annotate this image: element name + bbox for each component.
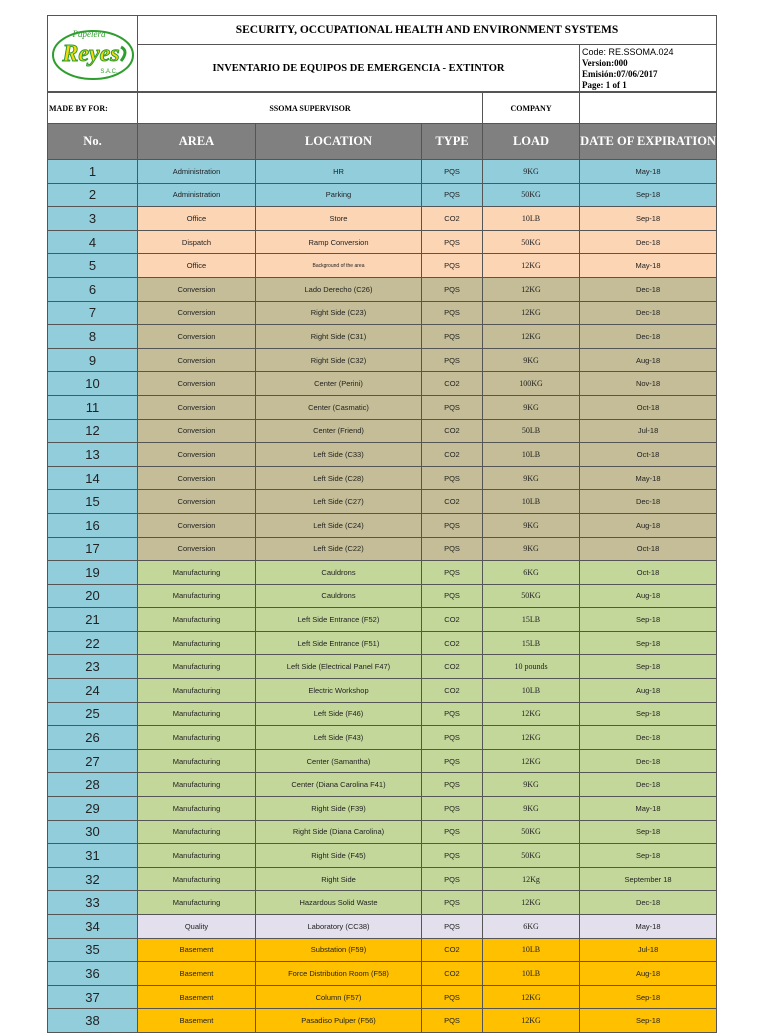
table-row <box>48 443 717 467</box>
cell-date: Dec-18 <box>580 490 717 514</box>
cell-no: 21 <box>48 608 138 632</box>
cell-area: Conversion <box>138 325 256 349</box>
cell-date: Aug-18 <box>580 513 717 537</box>
cell-no: 3 <box>48 207 138 231</box>
table-row <box>48 561 717 585</box>
cell-no: 10 <box>48 372 138 396</box>
cell-type: PQS <box>422 702 483 726</box>
cell-no: 6 <box>48 277 138 301</box>
table-row <box>48 277 717 301</box>
cell-area: Conversion <box>138 466 256 490</box>
cell-area: Manufacturing <box>138 679 256 703</box>
cell-load: 50KG <box>483 820 580 844</box>
cell-type: PQS <box>422 985 483 1009</box>
made-by-row <box>48 93 717 124</box>
cell-type: PQS <box>422 513 483 537</box>
cell-load: 15LB <box>483 631 580 655</box>
cell-type: PQS <box>422 867 483 891</box>
cell-area: Manufacturing <box>138 867 256 891</box>
cell-area: Manufacturing <box>138 561 256 585</box>
cell-area: Conversion <box>138 277 256 301</box>
cell-location: Left Side (F43) <box>256 726 422 750</box>
cell-area: Basement <box>138 985 256 1009</box>
cell-load: 15LB <box>483 608 580 632</box>
cell-load: 9KG <box>483 513 580 537</box>
cell-date: May-18 <box>580 254 717 278</box>
cell-location: Force Distribution Room (F58) <box>256 962 422 986</box>
cell-location: HR <box>256 160 422 184</box>
cell-location: Left Side Entrance (F51) <box>256 631 422 655</box>
table-row <box>48 985 717 1009</box>
table-row <box>48 915 717 939</box>
cell-load: 10LB <box>483 938 580 962</box>
cell-load: 12KG <box>483 702 580 726</box>
cell-area: Conversion <box>138 419 256 443</box>
cell-area: Manufacturing <box>138 820 256 844</box>
table-row <box>48 348 717 372</box>
cell-type: PQS <box>422 797 483 821</box>
cell-load: 50KG <box>483 183 580 207</box>
cell-type: PQS <box>422 183 483 207</box>
cell-location: Background of the area <box>256 254 422 278</box>
cell-no: 20 <box>48 584 138 608</box>
cell-type: CO2 <box>422 419 483 443</box>
cell-type: PQS <box>422 160 483 184</box>
cell-type: PQS <box>422 844 483 868</box>
cell-load: 6KG <box>483 915 580 939</box>
cell-date: Oct-18 <box>580 443 717 467</box>
cell-location: Right Side <box>256 867 422 891</box>
table-row <box>48 419 717 443</box>
cell-type: CO2 <box>422 938 483 962</box>
table-row <box>48 230 717 254</box>
cell-type: CO2 <box>422 207 483 231</box>
cell-load: 12Kg <box>483 867 580 891</box>
cell-type: PQS <box>422 820 483 844</box>
made-by-label: MADE BY FOR: <box>48 93 138 124</box>
table-row <box>48 301 717 325</box>
cell-no: 27 <box>48 749 138 773</box>
cell-date: Aug-18 <box>580 348 717 372</box>
col-header-expiration: DATE OF EXPIRATION <box>580 124 717 160</box>
cell-area: Manufacturing <box>138 726 256 750</box>
cell-area: Manufacturing <box>138 631 256 655</box>
cell-area: Conversion <box>138 490 256 514</box>
cell-no: 5 <box>48 254 138 278</box>
made-by-supervisor: SSOMA SUPERVISOR <box>138 93 483 124</box>
table-row <box>48 631 717 655</box>
cell-area: Basement <box>138 962 256 986</box>
cell-date: Sep-18 <box>580 702 717 726</box>
cell-load: 9KG <box>483 537 580 561</box>
inventory-sheet <box>47 15 716 1033</box>
cell-type: PQS <box>422 1009 483 1033</box>
col-header-type: TYPE <box>422 124 483 160</box>
column-header-row <box>48 124 717 160</box>
cell-area: Manufacturing <box>138 891 256 915</box>
cell-date: Sep-18 <box>580 1009 717 1033</box>
cell-date: Oct-18 <box>580 537 717 561</box>
cell-load: 12KG <box>483 749 580 773</box>
cell-area: Manufacturing <box>138 608 256 632</box>
table-row <box>48 1009 717 1033</box>
cell-type: PQS <box>422 230 483 254</box>
cell-type: PQS <box>422 277 483 301</box>
cell-date: May-18 <box>580 915 717 939</box>
cell-load: 9KG <box>483 466 580 490</box>
cell-no: 19 <box>48 561 138 585</box>
col-header-location: LOCATION <box>256 124 422 160</box>
cell-location: Column (F57) <box>256 985 422 1009</box>
cell-no: 33 <box>48 891 138 915</box>
logo-top-text: Papelera <box>72 28 105 39</box>
cell-location: Center (Samantha) <box>256 749 422 773</box>
cell-load: 10 pounds <box>483 655 580 679</box>
cell-no: 13 <box>48 443 138 467</box>
cell-no: 2 <box>48 183 138 207</box>
table-row <box>48 702 717 726</box>
cell-type: PQS <box>422 537 483 561</box>
cell-load: 9KG <box>483 797 580 821</box>
cell-date: Dec-18 <box>580 773 717 797</box>
cell-load: 12KG <box>483 325 580 349</box>
cell-date: Sep-18 <box>580 608 717 632</box>
cell-date: September 18 <box>580 867 717 891</box>
cell-area: Conversion <box>138 372 256 396</box>
cell-type: PQS <box>422 254 483 278</box>
table-row <box>48 466 717 490</box>
cell-location: Left Side Entrance (F52) <box>256 608 422 632</box>
col-header-load: LOAD <box>483 124 580 160</box>
cell-location: Ramp Conversion <box>256 230 422 254</box>
cell-date: Nov-18 <box>580 372 717 396</box>
cell-no: 7 <box>48 301 138 325</box>
cell-load: 10LB <box>483 443 580 467</box>
cell-location: Left Side (C28) <box>256 466 422 490</box>
cell-no: 29 <box>48 797 138 821</box>
cell-location: Substation (F59) <box>256 938 422 962</box>
cell-no: 15 <box>48 490 138 514</box>
cell-date: Sep-18 <box>580 207 717 231</box>
cell-location: Left Side (C27) <box>256 490 422 514</box>
cell-no: 4 <box>48 230 138 254</box>
cell-date: May-18 <box>580 160 717 184</box>
cell-no: 28 <box>48 773 138 797</box>
cell-load: 50KG <box>483 584 580 608</box>
cell-no: 37 <box>48 985 138 1009</box>
cell-type: PQS <box>422 466 483 490</box>
cell-date: Aug-18 <box>580 679 717 703</box>
document-code: Code: RE.SSOMA.024 <box>582 47 674 57</box>
cell-no: 38 <box>48 1009 138 1033</box>
cell-date: May-18 <box>580 797 717 821</box>
cell-no: 23 <box>48 655 138 679</box>
cell-date: Oct-18 <box>580 561 717 585</box>
cell-area: Dispatch <box>138 230 256 254</box>
cell-load: 6KG <box>483 561 580 585</box>
cell-area: Manufacturing <box>138 844 256 868</box>
cell-load: 12KG <box>483 254 580 278</box>
cell-date: Aug-18 <box>580 962 717 986</box>
table-row <box>48 820 717 844</box>
cell-type: PQS <box>422 584 483 608</box>
table-row <box>48 655 717 679</box>
cell-location: Laboratory (CC38) <box>256 915 422 939</box>
cell-date: Sep-18 <box>580 844 717 868</box>
cell-type: CO2 <box>422 655 483 679</box>
table-row <box>48 325 717 349</box>
inventory-table <box>47 92 717 1033</box>
cell-location: Right Side (F45) <box>256 844 422 868</box>
table-row <box>48 962 717 986</box>
table-row <box>48 608 717 632</box>
cell-date: Dec-18 <box>580 325 717 349</box>
cell-date: Sep-18 <box>580 655 717 679</box>
cell-load: 50KG <box>483 844 580 868</box>
table-row <box>48 726 717 750</box>
col-header-no: No. <box>48 124 138 160</box>
cell-date: Jul-18 <box>580 419 717 443</box>
cell-type: PQS <box>422 325 483 349</box>
cell-no: 30 <box>48 820 138 844</box>
cell-type: PQS <box>422 348 483 372</box>
cell-area: Manufacturing <box>138 797 256 821</box>
cell-location: Parking <box>256 183 422 207</box>
cell-area: Conversion <box>138 395 256 419</box>
cell-type: CO2 <box>422 372 483 396</box>
made-by-empty <box>580 93 717 124</box>
cell-no: 12 <box>48 419 138 443</box>
table-row <box>48 160 717 184</box>
document-page: Page: 1 of 1 <box>582 80 627 90</box>
cell-no: 35 <box>48 938 138 962</box>
table-row <box>48 749 717 773</box>
cell-date: May-18 <box>580 466 717 490</box>
cell-type: PQS <box>422 726 483 750</box>
cell-load: 100KG <box>483 372 580 396</box>
cell-area: Manufacturing <box>138 749 256 773</box>
cell-load: 9KG <box>483 348 580 372</box>
cell-load: 12KG <box>483 726 580 750</box>
cell-type: PQS <box>422 891 483 915</box>
cell-load: 12KG <box>483 277 580 301</box>
cell-location: Hazardous Solid Waste <box>256 891 422 915</box>
cell-location: Left Side (Electrical Panel F47) <box>256 655 422 679</box>
cell-area: Manufacturing <box>138 773 256 797</box>
cell-date: Sep-18 <box>580 183 717 207</box>
cell-area: Quality <box>138 915 256 939</box>
cell-area: Office <box>138 254 256 278</box>
table-row <box>48 183 717 207</box>
cell-no: 11 <box>48 395 138 419</box>
cell-area: Manufacturing <box>138 702 256 726</box>
table-row <box>48 395 717 419</box>
cell-no: 32 <box>48 867 138 891</box>
cell-location: Pasadiso Pulper (F56) <box>256 1009 422 1033</box>
cell-area: Basement <box>138 938 256 962</box>
document-title: SECURITY, OCCUPATIONAL HEALTH AND ENVIRONMENT SYSTEMS <box>138 16 717 45</box>
cell-area: Manufacturing <box>138 655 256 679</box>
cell-area: Conversion <box>138 348 256 372</box>
cell-date: Jul-18 <box>580 938 717 962</box>
cell-no: 25 <box>48 702 138 726</box>
cell-type: CO2 <box>422 490 483 514</box>
cell-type: CO2 <box>422 608 483 632</box>
cell-no: 24 <box>48 679 138 703</box>
cell-date: Dec-18 <box>580 726 717 750</box>
table-row <box>48 891 717 915</box>
table-row <box>48 938 717 962</box>
cell-area: Conversion <box>138 537 256 561</box>
cell-location: Left Side (C22) <box>256 537 422 561</box>
cell-no: 14 <box>48 466 138 490</box>
cell-date: Dec-18 <box>580 749 717 773</box>
cell-location: Lado Derecho (C26) <box>256 277 422 301</box>
cell-location: Center (Casmatic) <box>256 395 422 419</box>
cell-load: 10LB <box>483 490 580 514</box>
cell-type: CO2 <box>422 631 483 655</box>
cell-date: Dec-18 <box>580 277 717 301</box>
made-by-company: COMPANY <box>483 93 580 124</box>
cell-location: Center (Perini) <box>256 372 422 396</box>
table-row <box>48 797 717 821</box>
cell-no: 26 <box>48 726 138 750</box>
table-row <box>48 254 717 278</box>
document-version: Version:000 <box>582 58 628 68</box>
cell-no: 9 <box>48 348 138 372</box>
cell-type: CO2 <box>422 443 483 467</box>
cell-load: 12KG <box>483 1009 580 1033</box>
cell-load: 50KG <box>483 230 580 254</box>
logo-swoosh-icon <box>121 47 125 61</box>
cell-load: 9KG <box>483 395 580 419</box>
cell-location: Right Side (C31) <box>256 325 422 349</box>
cell-load: 9KG <box>483 773 580 797</box>
cell-load: 10LB <box>483 962 580 986</box>
cell-load: 12KG <box>483 985 580 1009</box>
cell-area: Office <box>138 207 256 231</box>
cell-area: Conversion <box>138 443 256 467</box>
cell-type: PQS <box>422 773 483 797</box>
cell-type: PQS <box>422 301 483 325</box>
cell-no: 22 <box>48 631 138 655</box>
cell-load: 12KG <box>483 301 580 325</box>
cell-type: PQS <box>422 915 483 939</box>
reyes-logo-icon <box>51 25 135 83</box>
cell-type: PQS <box>422 749 483 773</box>
header-table <box>47 15 717 92</box>
cell-location: Center (Diana Carolina F41) <box>256 773 422 797</box>
cell-location: Center (Friend) <box>256 419 422 443</box>
cell-no: 8 <box>48 325 138 349</box>
table-row <box>48 584 717 608</box>
cell-load: 12KG <box>483 891 580 915</box>
col-header-area: AREA <box>138 124 256 160</box>
cell-date: Sep-18 <box>580 631 717 655</box>
cell-date: Dec-18 <box>580 230 717 254</box>
cell-load: 9KG <box>483 160 580 184</box>
cell-type: CO2 <box>422 679 483 703</box>
cell-no: 1 <box>48 160 138 184</box>
cell-no: 36 <box>48 962 138 986</box>
table-row <box>48 207 717 231</box>
document-emision: Emisión:07/06/2017 <box>582 69 658 79</box>
cell-location: Right Side (C23) <box>256 301 422 325</box>
cell-location: Cauldrons <box>256 561 422 585</box>
table-row <box>48 537 717 561</box>
cell-no: 16 <box>48 513 138 537</box>
cell-location: Right Side (C32) <box>256 348 422 372</box>
cell-date: Oct-18 <box>580 395 717 419</box>
cell-area: Conversion <box>138 513 256 537</box>
table-row <box>48 679 717 703</box>
cell-date: Dec-18 <box>580 301 717 325</box>
document-code-block <box>580 45 717 92</box>
cell-date: Aug-18 <box>580 584 717 608</box>
cell-area: Administration <box>138 183 256 207</box>
table-row <box>48 844 717 868</box>
cell-no: 34 <box>48 915 138 939</box>
cell-location: Right Side (F39) <box>256 797 422 821</box>
cell-location: Left Side (F46) <box>256 702 422 726</box>
cell-load: 50LB <box>483 419 580 443</box>
cell-location: Left Side (C24) <box>256 513 422 537</box>
company-logo <box>48 16 138 92</box>
cell-no: 17 <box>48 537 138 561</box>
cell-location: Cauldrons <box>256 584 422 608</box>
table-row <box>48 372 717 396</box>
cell-location: Store <box>256 207 422 231</box>
cell-area: Basement <box>138 1009 256 1033</box>
logo-main-text: Reyes <box>61 40 120 67</box>
cell-area: Conversion <box>138 301 256 325</box>
cell-type: PQS <box>422 395 483 419</box>
cell-load: 10LB <box>483 679 580 703</box>
cell-location: Left Side (C33) <box>256 443 422 467</box>
cell-location: Right Side (Diana Carolina) <box>256 820 422 844</box>
cell-type: CO2 <box>422 962 483 986</box>
cell-date: Sep-18 <box>580 820 717 844</box>
document-subtitle: INVENTARIO DE EQUIPOS DE EMERGENCIA - EXTINTOR <box>138 45 580 92</box>
cell-area: Administration <box>138 160 256 184</box>
cell-no: 31 <box>48 844 138 868</box>
cell-date: Sep-18 <box>580 985 717 1009</box>
table-row <box>48 867 717 891</box>
cell-type: PQS <box>422 561 483 585</box>
table-row <box>48 513 717 537</box>
table-row <box>48 490 717 514</box>
logo-bottom-text: S.A.C. <box>99 68 118 75</box>
cell-load: 10LB <box>483 207 580 231</box>
cell-date: Dec-18 <box>580 891 717 915</box>
table-row <box>48 773 717 797</box>
cell-area: Manufacturing <box>138 584 256 608</box>
cell-location: Electric Workshop <box>256 679 422 703</box>
